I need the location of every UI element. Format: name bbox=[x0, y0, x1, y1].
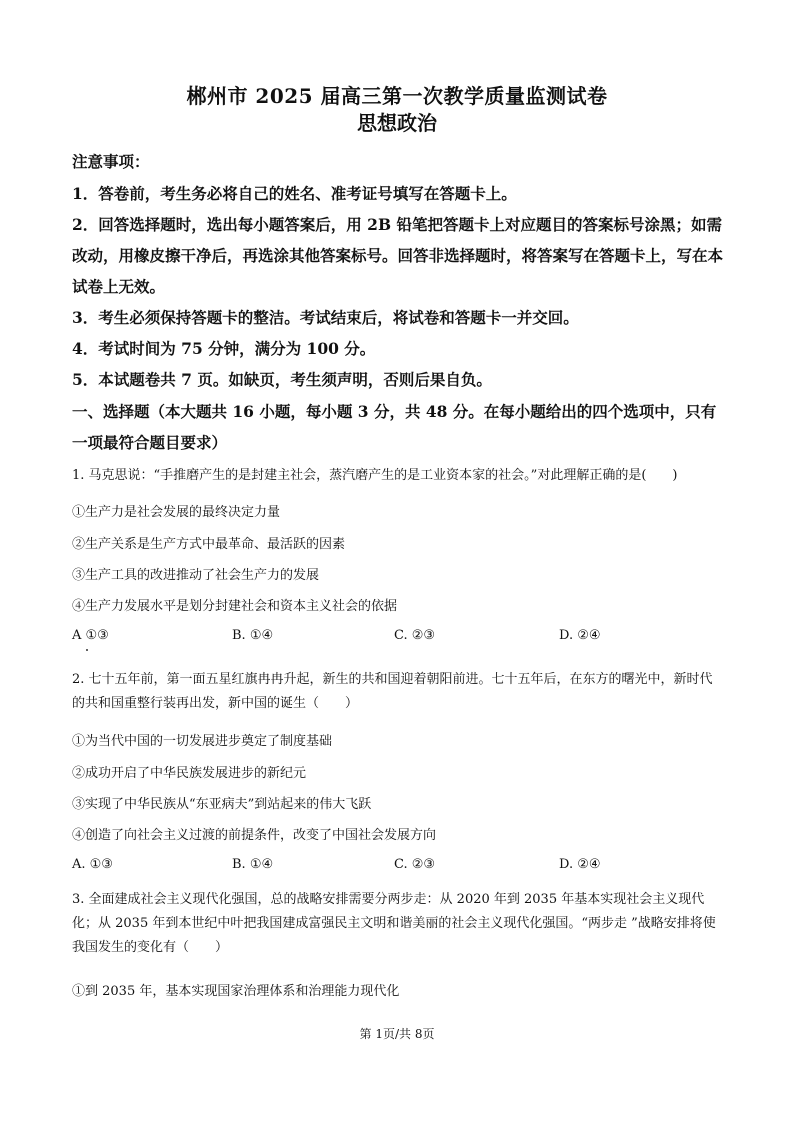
question-2-choices bbox=[72, 857, 722, 877]
question-1-choice-d: D. ②④ bbox=[559, 628, 601, 643]
notice-item-4: 4．考试时间为 75 分钟，满分为 100 分。 bbox=[72, 339, 376, 358]
question-1-choice-a: A ①③ bbox=[72, 628, 109, 643]
question-2-option-3: ③实现了中华民族从“东亚病夫”到站起来的伟大飞跃 bbox=[72, 797, 372, 812]
question-3-stem: 3. 全面建成社会主义现代化强国，总的战略安排需要分两步走：从 2020 年到 2035 年基本实现社会主义现代化；从 2035 年到本世纪中叶把我国建成富强民主文明和谐美丽的社会主义现代化强国。“两步走 ”战略安排将使我国发生的变化有（ ） bbox=[72, 892, 716, 955]
question-2-option-4: ④创造了向社会主义过渡的前提条件，改变了中国社会发展方向 bbox=[72, 828, 437, 843]
notice-item-3: 3．考生必须保持答题卡的整洁。考试结束后，将试卷和答题卡一并交回。 bbox=[72, 308, 579, 327]
question-2-option-1: ①为当代中国的一切发展进步奠定了制度基础 bbox=[72, 734, 333, 749]
question-3-option-1: ①到 2035 年，基本实现国家治理体系和治理能力现代化 bbox=[72, 984, 400, 999]
question-2-stem: 2. 七十五年前，第一面五星红旗冉冉升起，新生的共和国迎着朝阳前进。七十五年后，在东方的曙光中，新时代的共和国重整行装再出发，新中国的诞生（ ） bbox=[72, 672, 713, 711]
question-2-choice-b: B. ①④ bbox=[232, 857, 274, 872]
exam-title: 郴州市 2025 届高三第一次教学质量监测试卷 bbox=[186, 84, 608, 108]
notice-item-1: 1．答卷前，考生务必将自己的姓名、准考证号填写在答题卡上。 bbox=[72, 184, 517, 203]
notice-item-5: 5．本试题卷共 7 页。如缺页，考生须声明，否则后果自负。 bbox=[72, 370, 492, 389]
question-2-choice-c: C. ②③ bbox=[394, 857, 436, 872]
question-2-choice-a: A. ①③ bbox=[72, 857, 113, 872]
question-1-option-1: ①生产力是社会发展的最终决定力量 bbox=[72, 505, 281, 520]
exam-subject: 思想政治 bbox=[357, 111, 437, 135]
question-2-option-2: ②成功开启了中华民族发展进步的新纪元 bbox=[72, 766, 307, 781]
question-1-choice-b: B. ①④ bbox=[232, 628, 274, 643]
question-1-choices bbox=[72, 628, 722, 648]
question-1-choice-c: C. ②③ bbox=[394, 628, 436, 643]
print-dot bbox=[86, 649, 88, 651]
section-heading: 一、选择题（本大题共 16 小题，每小题 3 分，共 48 分。在每小题给出的四个选项中，只有一项最符合题目要求） bbox=[72, 402, 717, 452]
question-1-stem: 1. 马克思说：“手推磨产生的是封建主社会，蒸汽磨产生的是工业资本家的社会。”对此理解正确的是( ) bbox=[72, 468, 678, 483]
question-1-option-2: ②生产关系是生产方式中最革命、最活跃的因素 bbox=[72, 537, 346, 552]
notice-heading: 注意事项： bbox=[72, 152, 150, 171]
notice-item-2: 2．回答选择题时，选出每小题答案后，用 2B 铅笔把答题卡上对应题目的答案标号涂黑；如需改动，用橡皮擦干净后，再选涂其他答案标号。回答非选择题时，将答案写在答题卡上，写在本试卷上无效。 bbox=[72, 215, 724, 296]
question-1-option-4: ④生产力发展水平是划分封建社会和资本主义社会的依据 bbox=[72, 599, 398, 614]
question-1-option-3: ③生产工具的改进推动了社会生产力的发展 bbox=[72, 568, 320, 583]
question-2-choice-d: D. ②④ bbox=[559, 857, 601, 872]
page-number: 第 1页/共 8页 bbox=[359, 1027, 435, 1041]
